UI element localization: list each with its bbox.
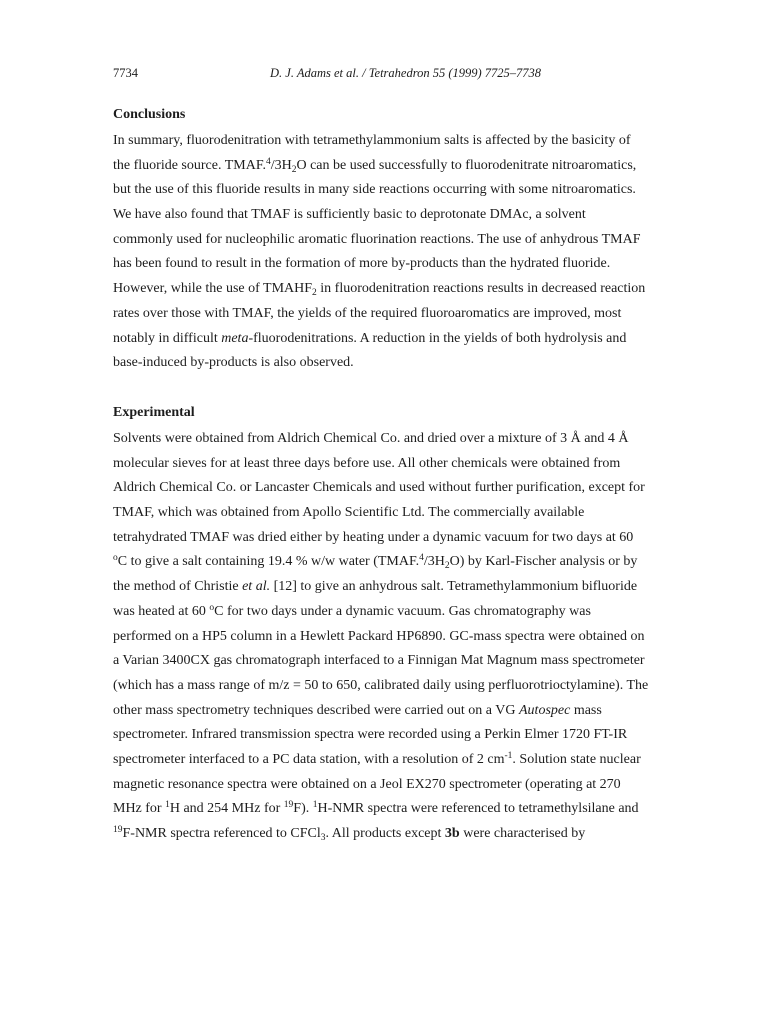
- text-line: tetrahydrated TMAF was dried either by heating under a dynamic vacuum for two days at 60: [113, 529, 634, 545]
- text-line: notably in difficult meta-fluorodenitrations. A reduction in the yields of both hydrolysis and: [113, 330, 627, 346]
- text-line: the fluoride source. $TMAF.^4/3H_2O$ can be used successfully to fluorodenitrate nitroaromatics,: [113, 156, 637, 175]
- text-line: We have also found that TMAF is sufficiently basic to deprotonate DMAc, a solvent: [113, 207, 586, 223]
- experimental-section: [113, 399, 673, 847]
- text-line: However, while the use of $TMAHF_2$ in fluorodenitration reactions results in decreased reaction: [113, 281, 646, 299]
- section-heading: Conclusions: [113, 107, 186, 122]
- section-heading: Experimental: [113, 405, 195, 420]
- text-line: a Varian 3400CX gas chromatograph interfaced to a Finnigan Mat Magnum mass spectrometer: [113, 653, 645, 669]
- text-line: base-induced by-products is also observed.: [113, 355, 354, 371]
- text-line: commonly used for nucleophilic aromatic fluorination reactions. The use of anhydrous TMAF: [113, 231, 641, 247]
- text-line: rates over those with TMAF, the yields of the required fluoroaromatics are improved, most: [113, 305, 622, 321]
- page-number: 7734: [113, 66, 138, 80]
- running-head: D. J. Adams et al. / Tetrahedron 55 (1999) 7725–7738: [270, 66, 542, 80]
- text-line: molecular sieves for at least three days before use. All other chemicals were obtained from: [113, 455, 621, 471]
- text-line: (which has a mass range of m/z = 50 to 650, calibrated daily using perfluorotrioctylamine). The: [113, 677, 649, 693]
- text-line: magnetic resonance spectra were obtained on a Jeol EX270 spectrometer (operating at 270: [113, 776, 621, 792]
- text-line: performed on a HP5 column in a Hewlett Packard HP6890. GC-mass spectra were obtained on: [113, 628, 645, 644]
- text-line: $^{19}$F-NMR spectra referenced to CFCl$_3$. All products except 3b were characterised by: [113, 825, 586, 843]
- text-line: Aldrich Chemical Co. or Lancaster Chemicals and used without further purification, except for: [113, 480, 645, 496]
- text-line: spectrometer interfaced to a PC data station, with a resolution of 2 $cm^{-1}$. Solution state nuclear: [113, 750, 641, 767]
- text-line: MHz for $^1$H and 254 MHz for $^{19}$F). $^1$H-NMR spectra were referenced to tetramethylsilane and: [113, 800, 639, 817]
- conclusions-section: [113, 101, 673, 376]
- text-line: TMAF, which was obtained from Apollo Scientific Ltd. The commercially available: [113, 505, 585, 521]
- text-line: spectrometer. Infrared transmission spectra were recorded using a Perkin Elmer 1720 FT-IR: [113, 727, 628, 743]
- text-line: $^o$C to give a salt containing 19.4 % w/w water $(TMAF.^4/3H_2O)$ by Karl-Fischer analysis or by: [113, 553, 638, 572]
- text-line: was heated at 60 $^o$C for two days under a dynamic vacuum. Gas chromatography was: [113, 602, 591, 619]
- text-line: the method of Christie et al. [12] to give an anhydrous salt. Tetramethylammonium bifluoride: [113, 579, 638, 595]
- text-line: Solvents were obtained from Aldrich Chemical Co. and dried over a mixture of 3 Å and 4 Å: [113, 431, 629, 446]
- text-line: In summary, fluorodenitration with tetramethylammonium salts is affected by the basicity of: [113, 133, 631, 148]
- text-line: has been found to result in the formation of more by-products than the hydrated fluoride.: [113, 256, 611, 272]
- text-line: other mass spectrometry techniques described were carried out on a VG Autospec mass: [113, 702, 602, 718]
- text-line: but the use of this fluoride results in many side reactions occurring with some nitroaromatics.: [113, 182, 636, 198]
- page-header: [0, 66, 768, 82]
